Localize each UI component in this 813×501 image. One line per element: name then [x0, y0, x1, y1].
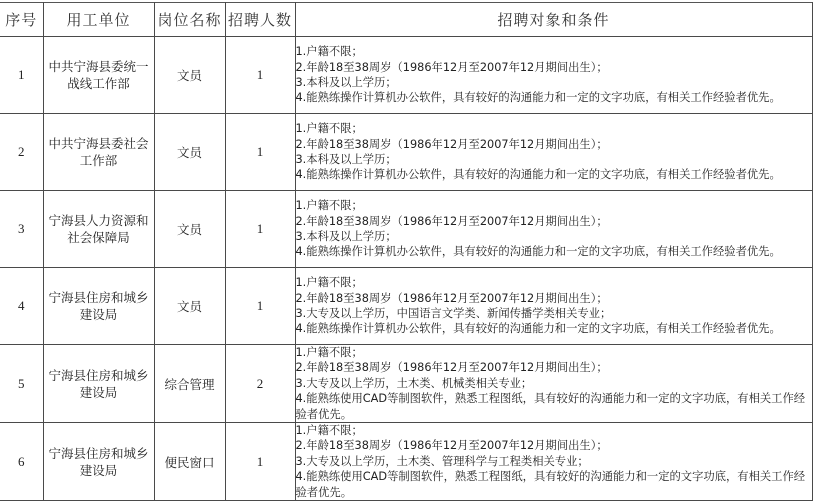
table-row — [0, 37, 812, 114]
header-position: 岗位名称 — [154, 3, 225, 37]
row-index: 3 — [0, 191, 43, 268]
condition-line: 2.年龄18至38周岁（1986年12月至2007年12月期间出生）； — [295, 137, 608, 151]
row-employer: 宁海县住房和城乡建设局 — [43, 268, 154, 345]
table-row — [0, 268, 812, 345]
row-position: 文员 — [154, 191, 225, 268]
row-conditions — [295, 268, 812, 345]
row-employer: 中共宁海县委社会工作部 — [43, 114, 154, 191]
table-row — [0, 191, 812, 268]
condition-line: 2.年龄18至38周岁（1986年12月至2007年12月期间出生）； — [295, 214, 608, 228]
condition-line: 1.户籍不限； — [295, 122, 363, 136]
header-conditions: 招聘对象和条件 — [295, 3, 812, 37]
table-header-row — [0, 3, 812, 37]
condition-line: 4.能熟练使用CAD等制图软件，熟悉工程图纸，具有较好的沟通能力和一定的文字功底，有相关工作经验者优先。 — [295, 470, 806, 499]
row-index: 1 — [0, 37, 43, 114]
condition-line: 2.年龄18至38周岁（1986年12月至2007年12月期间出生）； — [295, 361, 608, 375]
condition-line: 4.能熟练使用CAD等制图软件，熟悉工程图纸，具有较好的沟通能力和一定的文字功底，有相关工作经验者优先。 — [295, 392, 806, 421]
row-position: 文员 — [154, 114, 225, 191]
row-headcount: 1 — [225, 423, 295, 501]
condition-line: 3.大专及以上学历，土木类、机械类相关专业； — [295, 376, 533, 390]
recruitment-table — [0, 2, 813, 501]
condition-line: 3.本科及以上学历； — [295, 76, 397, 89]
row-headcount: 1 — [225, 191, 295, 268]
condition-line: 4.能熟练操作计算机办公软件，具有较好的沟通能力和一定的文字功底，有相关工作经验者优先。 — [295, 322, 781, 336]
condition-line: 1.户籍不限； — [295, 45, 363, 59]
condition-line: 3.大专及以上学历，中国语言文学类、新闻传播学类相关专业； — [295, 307, 612, 320]
row-position: 文员 — [154, 268, 225, 345]
condition-line: 1.户籍不限； — [295, 346, 363, 359]
row-headcount: 1 — [225, 37, 295, 114]
condition-line: 3.本科及以上学历； — [295, 153, 397, 166]
condition-line: 3.大专及以上学历，土木类、管理科学与工程类相关专业； — [295, 454, 589, 468]
row-index: 4 — [0, 268, 43, 345]
condition-line: 3.本科及以上学历； — [295, 230, 397, 243]
condition-line: 4.能熟练操作计算机办公软件，具有较好的沟通能力和一定的文字功底，有相关工作经验者优先。 — [295, 168, 781, 182]
row-employer: 宁海县住房和城乡建设局 — [43, 345, 154, 423]
condition-line: 1.户籍不限； — [295, 424, 363, 438]
condition-line: 1.户籍不限； — [295, 276, 363, 290]
condition-line: 2.年龄18至38周岁（1986年12月至2007年12月期间出生）； — [295, 60, 608, 74]
header-employer: 用工单位 — [43, 3, 154, 37]
header-headcount: 招聘人数 — [225, 3, 295, 37]
row-conditions — [295, 423, 812, 501]
condition-line: 1.户籍不限； — [295, 199, 363, 213]
condition-line: 2.年龄18至38周岁（1986年12月至2007年12月期间出生）； — [295, 439, 608, 453]
table-row — [0, 114, 812, 191]
row-index: 5 — [0, 345, 43, 423]
row-employer: 宁海县人力资源和社会保障局 — [43, 191, 154, 268]
table-row — [0, 345, 812, 423]
row-employer: 宁海县住房和城乡建设局 — [43, 423, 154, 501]
table-row — [0, 423, 812, 501]
row-conditions — [295, 345, 812, 423]
row-conditions — [295, 191, 812, 268]
row-position: 文员 — [154, 37, 225, 114]
row-employer: 中共宁海县委统一战线工作部 — [43, 37, 154, 114]
row-index: 2 — [0, 114, 43, 191]
row-index: 6 — [0, 423, 43, 501]
row-position: 便民窗口 — [154, 423, 225, 501]
row-headcount: 2 — [225, 345, 295, 423]
row-headcount: 1 — [225, 114, 295, 191]
row-conditions — [295, 114, 812, 191]
row-headcount: 1 — [225, 268, 295, 345]
row-conditions — [295, 37, 812, 114]
header-index: 序号 — [0, 3, 43, 37]
condition-line: 4.能熟练操作计算机办公软件，具有较好的沟通能力和一定的文字功底，有相关工作经验者优先。 — [295, 245, 781, 259]
condition-line: 4.能熟练操作计算机办公软件，具有较好的沟通能力和一定的文字功底，有相关工作经验者优先。 — [295, 91, 781, 105]
condition-line: 2.年龄18至38周岁（1986年12月至2007年12月期间出生）； — [295, 291, 608, 305]
row-position: 综合管理 — [154, 345, 225, 423]
